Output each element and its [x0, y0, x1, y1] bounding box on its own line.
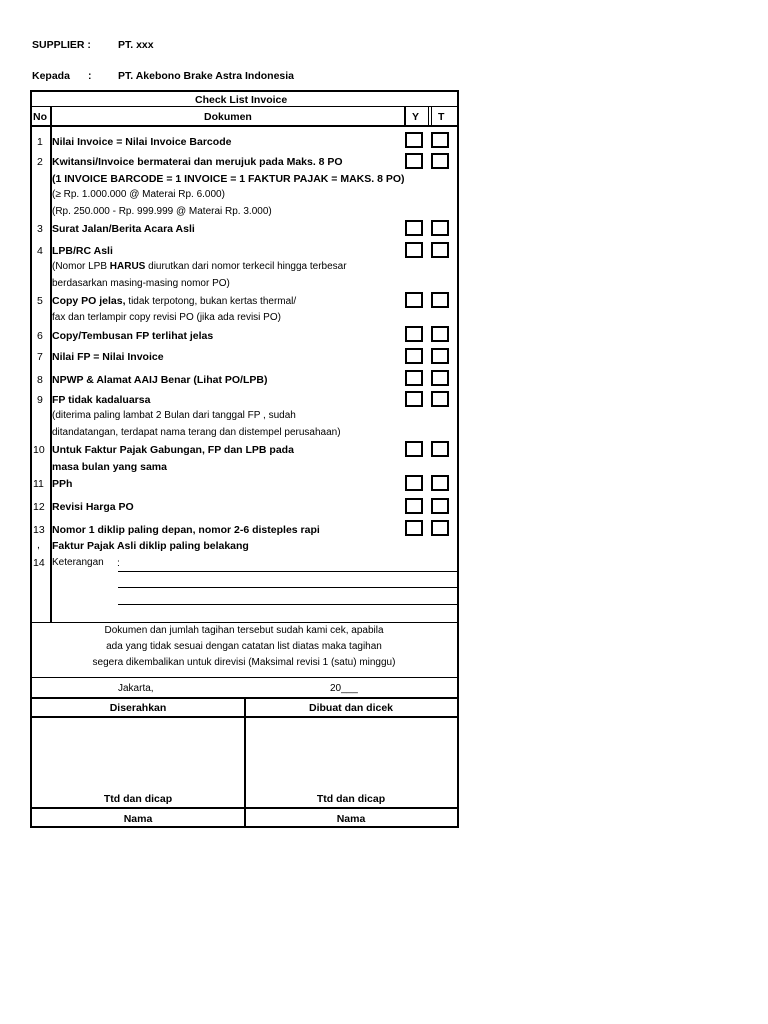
checkbox-t[interactable] [431, 292, 449, 308]
item-number: 9 [37, 394, 43, 406]
signature-label-right: Ttd dan dicap [316, 793, 386, 805]
item-subtext: Faktur Pajak Asli diklip paling belakang [52, 540, 249, 552]
keterangan-colon: : [117, 557, 120, 569]
item-text: Revisi Harga PO [52, 501, 134, 513]
name-label-left: Nama [123, 813, 153, 825]
supplier-label: SUPPLIER : [32, 39, 91, 51]
col-y-header: Y [412, 111, 420, 123]
col-no-header: No [33, 111, 47, 123]
item-subtext: ditandatangan, terdapat nama terang dan distempel perusahaan) [52, 427, 341, 438]
item-number: 14 [33, 557, 45, 569]
checkbox-y[interactable] [405, 348, 423, 364]
checkbox-t[interactable] [431, 132, 449, 148]
checkbox-y[interactable] [405, 520, 423, 536]
supplier-value: PT. xxx [118, 39, 154, 51]
checkbox-y[interactable] [405, 326, 423, 342]
signature-label-left: Ttd dan dicap [103, 793, 173, 805]
checkbox-t[interactable] [431, 153, 449, 169]
checkbox-y[interactable] [405, 220, 423, 236]
keterangan-label: Keterangan [52, 557, 104, 568]
checkbox-t[interactable] [431, 441, 449, 457]
note-line: ada yang tidak sesuai dengan catatan list diatas maka tagihan [106, 641, 382, 652]
item-number: 8 [37, 374, 43, 386]
item-subtext: (diterima paling lambat 2 Bulan dari tanggal FP , sudah [52, 410, 296, 421]
diserahkan-header: Diserahkan [109, 702, 167, 714]
checkbox-y[interactable] [405, 498, 423, 514]
checkbox-t[interactable] [431, 391, 449, 407]
col-dokumen-header: Dokumen [204, 111, 252, 123]
kepada-label: Kepada [32, 70, 70, 82]
item-number: , [37, 539, 40, 551]
checkbox-t[interactable] [431, 498, 449, 514]
item-subtext: (Rp. 250.000 - Rp. 999.999 @ Materai Rp. 3.000) [52, 206, 272, 217]
item-number: 3 [37, 223, 43, 235]
item-number: 2 [37, 156, 43, 168]
item-subtext: berdasarkan masing-masing nomor PO) [52, 278, 230, 289]
checkbox-y[interactable] [405, 153, 423, 169]
checkbox-t[interactable] [431, 242, 449, 258]
dibuat-header: Dibuat dan dicek [308, 702, 394, 714]
kepada-value: PT. Akebono Brake Astra Indonesia [118, 70, 295, 82]
col-t-header: T [438, 111, 445, 123]
checkbox-y[interactable] [405, 292, 423, 308]
city-date: Jakarta, [118, 683, 154, 694]
item-number: 7 [37, 351, 43, 363]
item-number: 1 [37, 136, 43, 148]
item-text: Untuk Faktur Pajak Gabungan, FP dan LPB pada [52, 444, 294, 456]
checkbox-y[interactable] [405, 441, 423, 457]
checkbox-y[interactable] [405, 391, 423, 407]
table-title: Check List Invoice [195, 94, 288, 106]
checkbox-y[interactable] [405, 132, 423, 148]
item-subtext: (≥ Rp. 1.000.000 @ Materai Rp. 6.000) [52, 189, 225, 200]
item-text: Nilai Invoice = Nilai Invoice Barcode [52, 136, 232, 148]
checkbox-t[interactable] [431, 370, 449, 386]
item-number: 12 [33, 501, 45, 513]
item-number: 4 [37, 245, 43, 257]
item-subtext: (Nomor LPB HARUS diurutkan dari nomor terkecil hingga terbesar [52, 261, 347, 272]
item-text: Nilai FP = Nilai Invoice [52, 351, 164, 363]
checkbox-t[interactable] [431, 326, 449, 342]
item-subtext: masa bulan yang sama [52, 461, 167, 473]
name-label-right: Nama [336, 813, 366, 825]
year-field: 20___ [330, 683, 358, 694]
item-text: FP tidak kadaluarsa [52, 394, 151, 406]
item-text: Kwitansi/Invoice bermaterai dan merujuk pada Maks. 8 PO [52, 156, 343, 168]
checkbox-y[interactable] [405, 370, 423, 386]
item-text: PPh [52, 478, 73, 490]
checkbox-y[interactable] [405, 242, 423, 258]
checkbox-t[interactable] [431, 348, 449, 364]
item-text: Surat Jalan/Berita Acara Asli [52, 223, 195, 235]
item-subtext: fax dan terlampir copy revisi PO (jika ada revisi PO) [52, 312, 281, 323]
checkbox-y[interactable] [405, 475, 423, 491]
item-text: Nomor 1 diklip paling depan, nomor 2-6 disteples rapi [52, 524, 320, 536]
item-text: NPWP & Alamat AAIJ Benar (Lihat PO/LPB) [52, 374, 268, 386]
item-number: 11 [33, 478, 44, 490]
checkbox-t[interactable] [431, 475, 449, 491]
item-text: Copy PO jelas, tidak terpotong, bukan kertas thermal/ [52, 295, 297, 307]
item-number: 10 [33, 444, 45, 456]
item-number: 13 [33, 524, 45, 536]
item-number: 5 [37, 295, 43, 307]
note-line: Dokumen dan jumlah tagihan tersebut sudah kami cek, apabila [104, 625, 384, 636]
item-text: Copy/Tembusan FP terlihat jelas [52, 330, 214, 342]
checkbox-t[interactable] [431, 520, 449, 536]
checkbox-t[interactable] [431, 220, 449, 236]
kepada-colon: : [88, 70, 92, 82]
item-number: 6 [37, 330, 43, 342]
item-subtext: (1 INVOICE BARCODE = 1 INVOICE = 1 FAKTUR PAJAK = MAKS. 8 PO) [52, 173, 405, 185]
note-line: segera dikembalikan untuk direvisi (Maksimal revisi 1 (satu) minggu) [92, 657, 396, 668]
item-text: LPB/RC Asli [52, 245, 113, 257]
